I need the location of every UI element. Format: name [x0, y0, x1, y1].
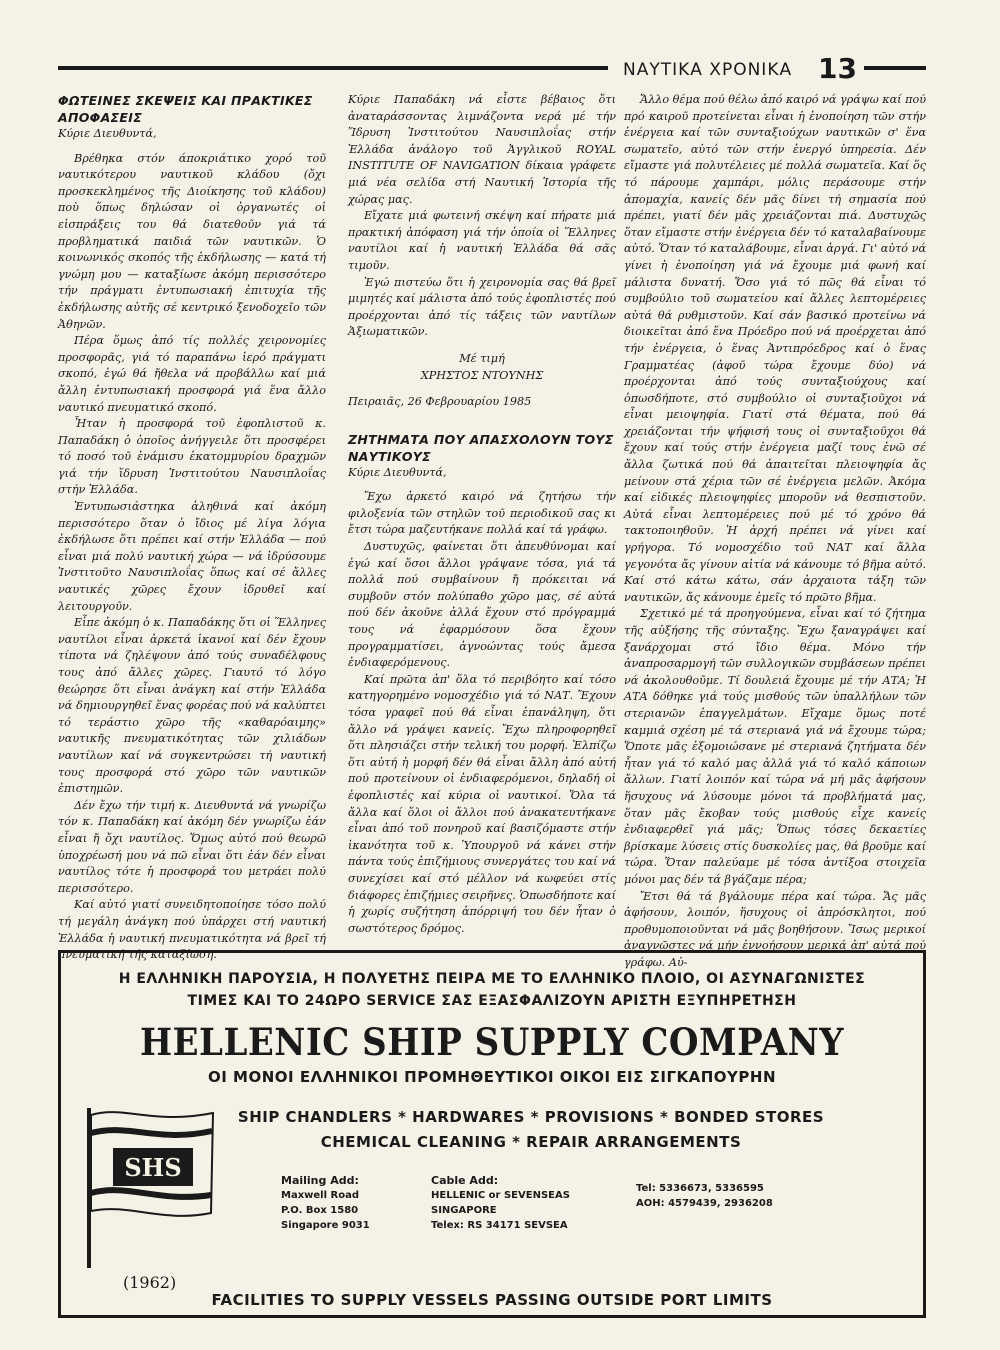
letter1-closing: Μέ τιμή	[459, 351, 505, 365]
page-number: 13	[818, 52, 857, 85]
letter1-paragraph: Ἐντυπωσιάστηκα ἀληθινά καί ἀκόμη περισσότερο ὅταν ὁ ἴδιος μέ λίγα λόγια ἐκδήλωσε ὅτι πρέπει καί στήν Ἑλλάδα — πού εἶναι μιά πολύ ναυτική χώρα — νά ἱδρύσουμε Ἰνστιτοῦτο Ναυσιπλοΐας ὅπως καί σέ ἄλλες ναυτικές χῶρες ἔχουν ἱδρυθεῖ καί λειτουργοῦν.	[58, 500, 326, 613]
letter2-paragraph: Ἔτσι θά τά βγάλουμε πέρα καί τώρα. Ἄς μᾶς ἀφήσουν, λοιπόν, ἥσυχους οἱ ἀπρόσκλητοι, πού προθυμοποιοῦνται νά μᾶς βοηθήσουν. Ἴσως μερικοί ἀναγνῶστες νά μήν ἐννοήσουν μερικά ἀπ' αὐτά πού γράφω. Αὐ-	[624, 889, 926, 969]
ad-tagline: ΤΙΜΕΣ ΚΑΙ ΤΟ 24ΩΡΟ SERVICE ΣΑΣ ΕΞΑΣΦΑΛΙΖΟΥΝ ΑΡΙΣΤΗ ΕΞΥΠΗΡΕΤΗΣΗ	[187, 993, 797, 1009]
founding-year: (1962)	[123, 1273, 177, 1292]
publication-name: ΝΑΥΤΙΚΑ ΧΡΟΝΙΚΑ	[623, 60, 793, 80]
letter1-paragraph: Εἴχατε μιά φωτεινή σκέψη καί πήρατε μιά πρακτική ἀπόφαση γιά τήν ὁποία οἱ Ἕλληνες ναυτίλοι καί ἡ ναυτική Ἑλλάδα θά σᾶς τιμοῦν.	[348, 209, 616, 272]
letter2-paragraph: Ἄλλο θέμα πού θέλω ἀπό καιρό νά γράψω καί πού πρό καιροῦ προτείνεται εἶναι ἡ ἑνοποίηση τῶν στήν ἐνέργεια καί τῶν συνταξιούχων ναυτικῶν σ' ἕνα σωματεῖο, αὐτό τῶν στήν ἐνεργό ὑπηρεσία. Δέν εἴμαστε γιά πολυτέλειες μέ πολλά σωματεῖα. Καί ὅς τό πάρουμε χαμπάρι, μόλις περάσουμε στήν ἀπομαχία, κανείς δέν μᾶς δίνει τή σημασία πού πρέπει, γιατί δέν μᾶς χρειάζονται πιά. Δυστυχῶς ὅταν εἴμαστε στήν ἐνέργεια δέν τό καταλαβαίνουμε αὐτό. Ὅταν τό καταλάβουμε, εἶναι ἀργά. Γι' αὐτό νά γίνει ἡ ἑνοποίηση γιά νά ἔχουμε μιά φωνή καί μάλιστα δυνατή. Ὅσο γιά τό πῶς θά εἶναι τό συμβούλιο τοῦ σωματείου καί ἄλλες λεπτομέρειες αὐτά θά ρυθμιστοῦν. Καί σάν βασικό προτείνω νά διοικεῖται ἀπό ἕνα Πρόεδρο πού νά προέρχεται ἀπό τήν ἐνέργεια, ὁ ἕνας Ἀντιπρόεδρος καί ὁ ἕνας Γραμματέας (ἀφοῦ τώρα ἔχουμε δύο) νά προέρχονται ἀπό τούς συνταξιούχους καί ὁπωσδήποτε, στό συμβούλιο οἱ συνταξιοῦχοι νά εἶναι μειοψηφία. Γιατί στά θέματα, πού θά χρειάζονται τήν ψήφισή τους οἱ συνταξιοῦχοι θά ἔχουν καί τούς στήν ἐνέργεια μαζί τους ἐνῶ σέ ἄλλα ζωτικά πού θά ἀπαιτεῖται πλειοψηφία ἄς μείνουν στά χέρια τῶν σέ ἐνέργεια μελῶν. Ἀκόμα καί εἰδικές πλειοψηφίες μποροῦν νά θεσπιστοῦν. Αὐτά εἶναι λεπτομέρειες πού μέ τό χρόνο θά τακτοποιηθοῦν. Ἡ ἀρχή πρέπει νά γίνει καί γρήγορα. Τό νομοσχέδιο τοῦ ΝΑΤ καί ἄλλα γεγονότα ἄς γίνουν αἰτία νά κάνουμε τό βῆμα αὐτό. Καί στό κάτω κάτω, σάν ἀρχαιοτα τάξη τῶν ναυτικῶν, ἄς κάνουμε ἐμεῖς τό πρῶτο βῆμα.	[624, 93, 927, 604]
letter1-signature: ΧΡΗΣΤΟΣ ΝΤΟΥΝΗΣ	[420, 368, 544, 382]
letter1-title: ΦΩΤΕΙΝΕΣ ΣΚΕΨΕΙΣ ΚΑΙ ΠΡΑΚΤΙΚΕΣ ΑΠΟΦΑΣΕΙΣ	[58, 93, 313, 125]
letter1-paragraph: Πέρα ὅμως ἀπό τίς πολλές χειρονομίες προσφορᾶς, γιά τό παραπάνω ἱερό πράγματι σκοπό, ἐγώ θά ἤθελα νά προβάλλω καί μιά ἄλλη ἐντυπωσιακή προσφορά γιά ἕνα ἄλλο ναυτικό πνευματικό σκοπό.	[58, 334, 326, 414]
page-header	[58, 52, 926, 92]
letter1-paragraph: Βρέθηκα στόν άποκριάτικο χορό τοῦ ναυτικότερου ναυτικοῦ κλάδου (ὄχι προσκεκλημένος τῆς Διοίκησης τοῦ κλάδου) ποὺ ὅπως δηλώσαν οἱ ὀργανωτές οἱ εἰσπράξεις του θά διατεθοῦν γιά τά προβληματικά παιδιά τῶν ναυτικῶν. Ὁ κοινωνικός σκοπός τῆς ἐκδήλωσης — κατά τή γνώμη μου — καταξίωσε ἀκόμη περισσότερο τήν πράγματι ἐντυπωσιακή ἐπιτυχία τῆς ἐκδήλωσης αὐτῆς σέ κεντρικό ξενοδοχεῖο τῶν Ἀθηνῶν.	[58, 151, 326, 331]
ad-tagline: Η ΕΛΛΗΝΙΚΗ ΠΑΡΟΥΣΙΑ, Η ΠΟΛΥΕΤΗΣ ΠΕΙΡΑ ΜΕ ΤΟ ΕΛΛΗΝΙΚΟ ΠΛΟΙΟ, ΟΙ ΑΣΥΝΑΓΩΝΙΣΤΕΣ	[118, 971, 866, 987]
company-flag-logo	[73, 1103, 223, 1273]
telephone-numbers: Tel: 5336673, 5336595 AOH: 4579439, 2936208	[636, 1183, 773, 1209]
cable-address: Cable Add: HELLENIC or SEVENSEAS SINGAPORE Telex: RS 34171 SEVSEA	[431, 1174, 570, 1231]
letter2-paragraph: Δυστυχῶς, φαίνεται ὅτι ἀπευθύνομαι καί ἐγώ καί ὅσοι ἄλλοι γράψανε τόσα, γιά τά πολλά πού συμβαίνουν ἤ πρόκειται νά συμβοῦν στόν πολύπαθο χῶρο μας, σέ αὐτά πού δέν ἀκοῦνε ἀλλά ἔχουν στό πρόγραμμά τους νά ἐφαρμόσουν ὅσα ἔχουν προγραμματίσει, ἀγνοώντας τούς ἄμεσα ἐνδιαφερόμενους.	[348, 540, 616, 670]
letter1-paragraph: Κύριε Παπαδάκη νά εἶστε βέβαιος ὅτι ἀναταράσσοντας λιμνάζοντα νερά μέ τήν Ἵδρυση Ἰνστιτούτου Ναυσιπλοΐας στήν Ἑλλάδα ἀνάλογο τοῦ Ἀγγλικοῦ ROYAL INSTITUTE OF NAVIGATION δίκαια γράφετε μιά νέα σελίδα στή Ναυτική Ἱστορία τῆς χώρας μας.	[348, 93, 616, 206]
ad-services: CHEMICAL CLEANING * REPAIR ARRANGEMENTS	[320, 1133, 742, 1151]
article-column-2	[348, 92, 616, 942]
letter1-salutation: Κύριε Διευθυντά,	[58, 127, 157, 140]
header-rule-left	[58, 66, 608, 70]
letter1-paragraph: Καί αὐτό γιατί συνειδητοποίησε τόσο πολύ τή μεγάλη ἀνάγκη πού ὑπάρχει στή ναυτική Ἑλλάδα ἡ ναυτική πνευματικότητα νά βρεῖ τή πνευματική τής καταξίωση.	[58, 898, 326, 962]
advertisement	[58, 950, 926, 1318]
flag-letters: SHS	[124, 1153, 182, 1182]
letter2-paragraph: Ἔχω ἀρκετό καιρό νά ζητήσω τήν φιλοξενία τῶν στηλῶν τοῦ περιοδικοῦ σας κι ἔτσι τώρα μαζευτήκανε πολλά καί τά γράφω.	[348, 490, 616, 537]
ad-services: SHIP CHANDLERS * HARDWARES * PROVISIONS * BONDED STORES	[237, 1108, 825, 1126]
letter1-paragraph: Δέν ἔχω τήν τιμή κ. Διευθυντά νά γνωρίζω τόν κ. Παπαδάκη καί ἀκόμη δέν γνωρίζω ἐάν εἶναι ἤ ὄχι ναυτίλος. Ὅμως αὐτό πού θεωρῶ ὑποχρέωσή μου νά πῶ εἶναι ὅτι ἐάν δέν εἶναι ναυτίλος τότε ἡ προσφορά του μετράει πολύ περισσότερο.	[58, 798, 326, 895]
letter1-paragraph: Ἦταν ἡ προσφορά τοῦ ἐφοπλιστοῦ κ. Παπαδάκη ὁ ὁποῖος ἀνήγγειλε ὅτι προσφέρει τό ποσό τοῦ ἑνάμισυ ἑκατομμυρίου δραχμῶν γιά τήν ἵδρυση Ἰνστιτούτου Ναυσιπλοΐας στήν Ἑλλάδα.	[58, 417, 326, 497]
ad-subtitle: ΟΙ ΜΟΝΟΙ ΕΛΛΗΝΙΚΟΙ ΠΡΟΜΗΘΕΥΤΙΚΟΙ ΟΙΚΟΙ ΕΙΣ ΣΙΓΚΑΠΟΥΡΗΝ	[208, 1068, 776, 1086]
article-column-1	[58, 92, 326, 962]
letter2-paragraph: Καί πρῶτα ἀπ' ὅλα τό περιβόητο καί τόσο κατηγορημένο νομοσχέδιο γιά τό ΝΑΤ. Ἔχουν τόσα γραφεῖ πού θά εἶναι ἐπανάληψη, ὅτι ἄλλο νά γράψει κανείς. Ἔχω πληροφορηθεῖ ὅτι πλησιάζει στήν τελική του μορφή. Ἐλπίζω ὅτι αὐτή ἡ μορφή δέν θά εἶναι ἄλλη ἀπό αὐτή πού προτείνουν οἱ ἐνδιαφερόμενοι, δηλαδή οἱ ἐφοπλιστές καί κύρια οἱ ναυτικοί. Ὅλα τά ἄλλα καί ὅλοι οἱ ἄλλοι πού ἀνακατευτήκανε εἶναι ἀπό τοῦ πονηροῦ καί βασιζόμαστε στήν ἱκανότητα τοῦ κ. Ὑπουργοῦ νά κάνει στήν πάντα τούς ἐπιζήμιους συνεργάτες του καί νά συνεχίσει καί στό μέλλον νά κωφεύει στίς διάφορες ἐπιζήμιες σειρῆνες. Ὁπωσδήποτε καί ἡ χωρίς συζήτηση ἀπόρριψή του δέν ἦταν ὁ σωστότερος δρόμος.	[348, 672, 616, 935]
article-column-3	[624, 92, 927, 969]
ad-company-name: HELLENIC SHIP SUPPLY COMPANY	[140, 1021, 844, 1065]
letter1-paragraph: Εἶπε ἀκόμη ὁ κ. Παπαδάκης ὅτι οἱ Ἕλληνες ναυτίλοι εἶναι ἀρκετά ἱκανοί καί δέν ἔχουν τίποτα νά ζηλέψουν ἀπό τούς συναδέλφους τους ἀπό ἄλλες χῶρες. Γιαυτό τό λόγο θεώρησε ὅτι εἶναι ἀνάγκη καί στήν Ἑλλάδα νά δημιουργηθεῖ ἕνας φορέας πού νά καλύπτει τό τεράστιο χῶρο τῆς «καθαρόαιμης» ναυτικῆς πνευματικότητας τῶν χιλιάδων ναυτίλων καί νά συγκεντρώσει τή ναυτική τους προσφορά στό χῶρο τῶν ναυτικῶν ἐπιστημῶν.	[58, 616, 326, 796]
letter1-place-date: Πειραιᾶς, 26 Φεβρουαρίου 1985	[348, 395, 532, 409]
letter2-salutation: Κύριε Διευθυντά,	[348, 465, 447, 479]
letter2-paragraph: Σχετικό μέ τά προηγούμενα, εἶναι καί τό ζήτημα τῆς αὐξήσης τῆς σύνταξης. Ἔχω ξαναγράψει καί ξανάρχομαι στό ἴδιο θέμα. Μόνο τήν ἀναπροσαρμογή τῶν συλλογικῶν συμβάσεων πρέπει νά ἀκολουθοῦμε. Τί δουλειά ἔχουμε μέ τήν ΑΤΑ; Ἡ ΑΤΑ δόθηκε γιά τούς μισθούς τῶν ὑπαλλήλων τῶν στεριανῶν ἐπαγγελμάτων. Εἴχαμε ὅμως ποτέ καμμιά σχέση μέ τά στεριανά γιά νά ἔχουμε τώρα; Ὅποτε μᾶς ἐξομοιώσανε μέ στεριανά ζητήματα δέν ἦταν γιά τό καλό μας ἀλλά γιά τό καλό κάποιων ἄλλων. Γιατί λοιπόν καί τώρα νά μή μᾶς ἀφήσουν ἥσυχους νά λύσουμε μόνοι τά προβλήματά μας, ὅταν μᾶς ἔκοβαν τούς μισθούς εἶχε κανείς ἐνδιαφερθεῖ γιά μᾶς; Ὅπως τόσες δεκαετίες βρίσκαμε λύσεις στίς δυσκολίες μας, θά βροῦμε καί τώρα. Ὅταν παλεύαμε μέ τόσα ἀντίξοα στοιχεῖα μόνοι μας δέν τά βγάζαμε πέρα;	[624, 607, 926, 886]
mailing-address: Mailing Add: Maxwell Road P.O. Box 1580 Singapore 9031	[281, 1174, 370, 1231]
header-rule-right	[864, 66, 926, 70]
letter2-title: ΖΗΤΗΜΑΤΑ ΠΟΥ ΑΠΑΣΧΟΛΟΥΝ ΤΟΥΣ ΝΑΥΤΙΚΟΥΣ	[348, 431, 614, 464]
letter1-paragraph: Ἐγώ πιστεύω ὅτι ἡ χειρονομία σας θά βρεῖ μιμητές καί μάλιστα ἀπό τούς ἐφοπλιστές πού προέρχονται ἀπό τίς τάξεις τῶν ναυτίλων Ἀξιωματικῶν.	[348, 275, 616, 339]
ad-footer: FACILITIES TO SUPPLY VESSELS PASSING OUTSIDE PORT LIMITS	[211, 1291, 773, 1309]
